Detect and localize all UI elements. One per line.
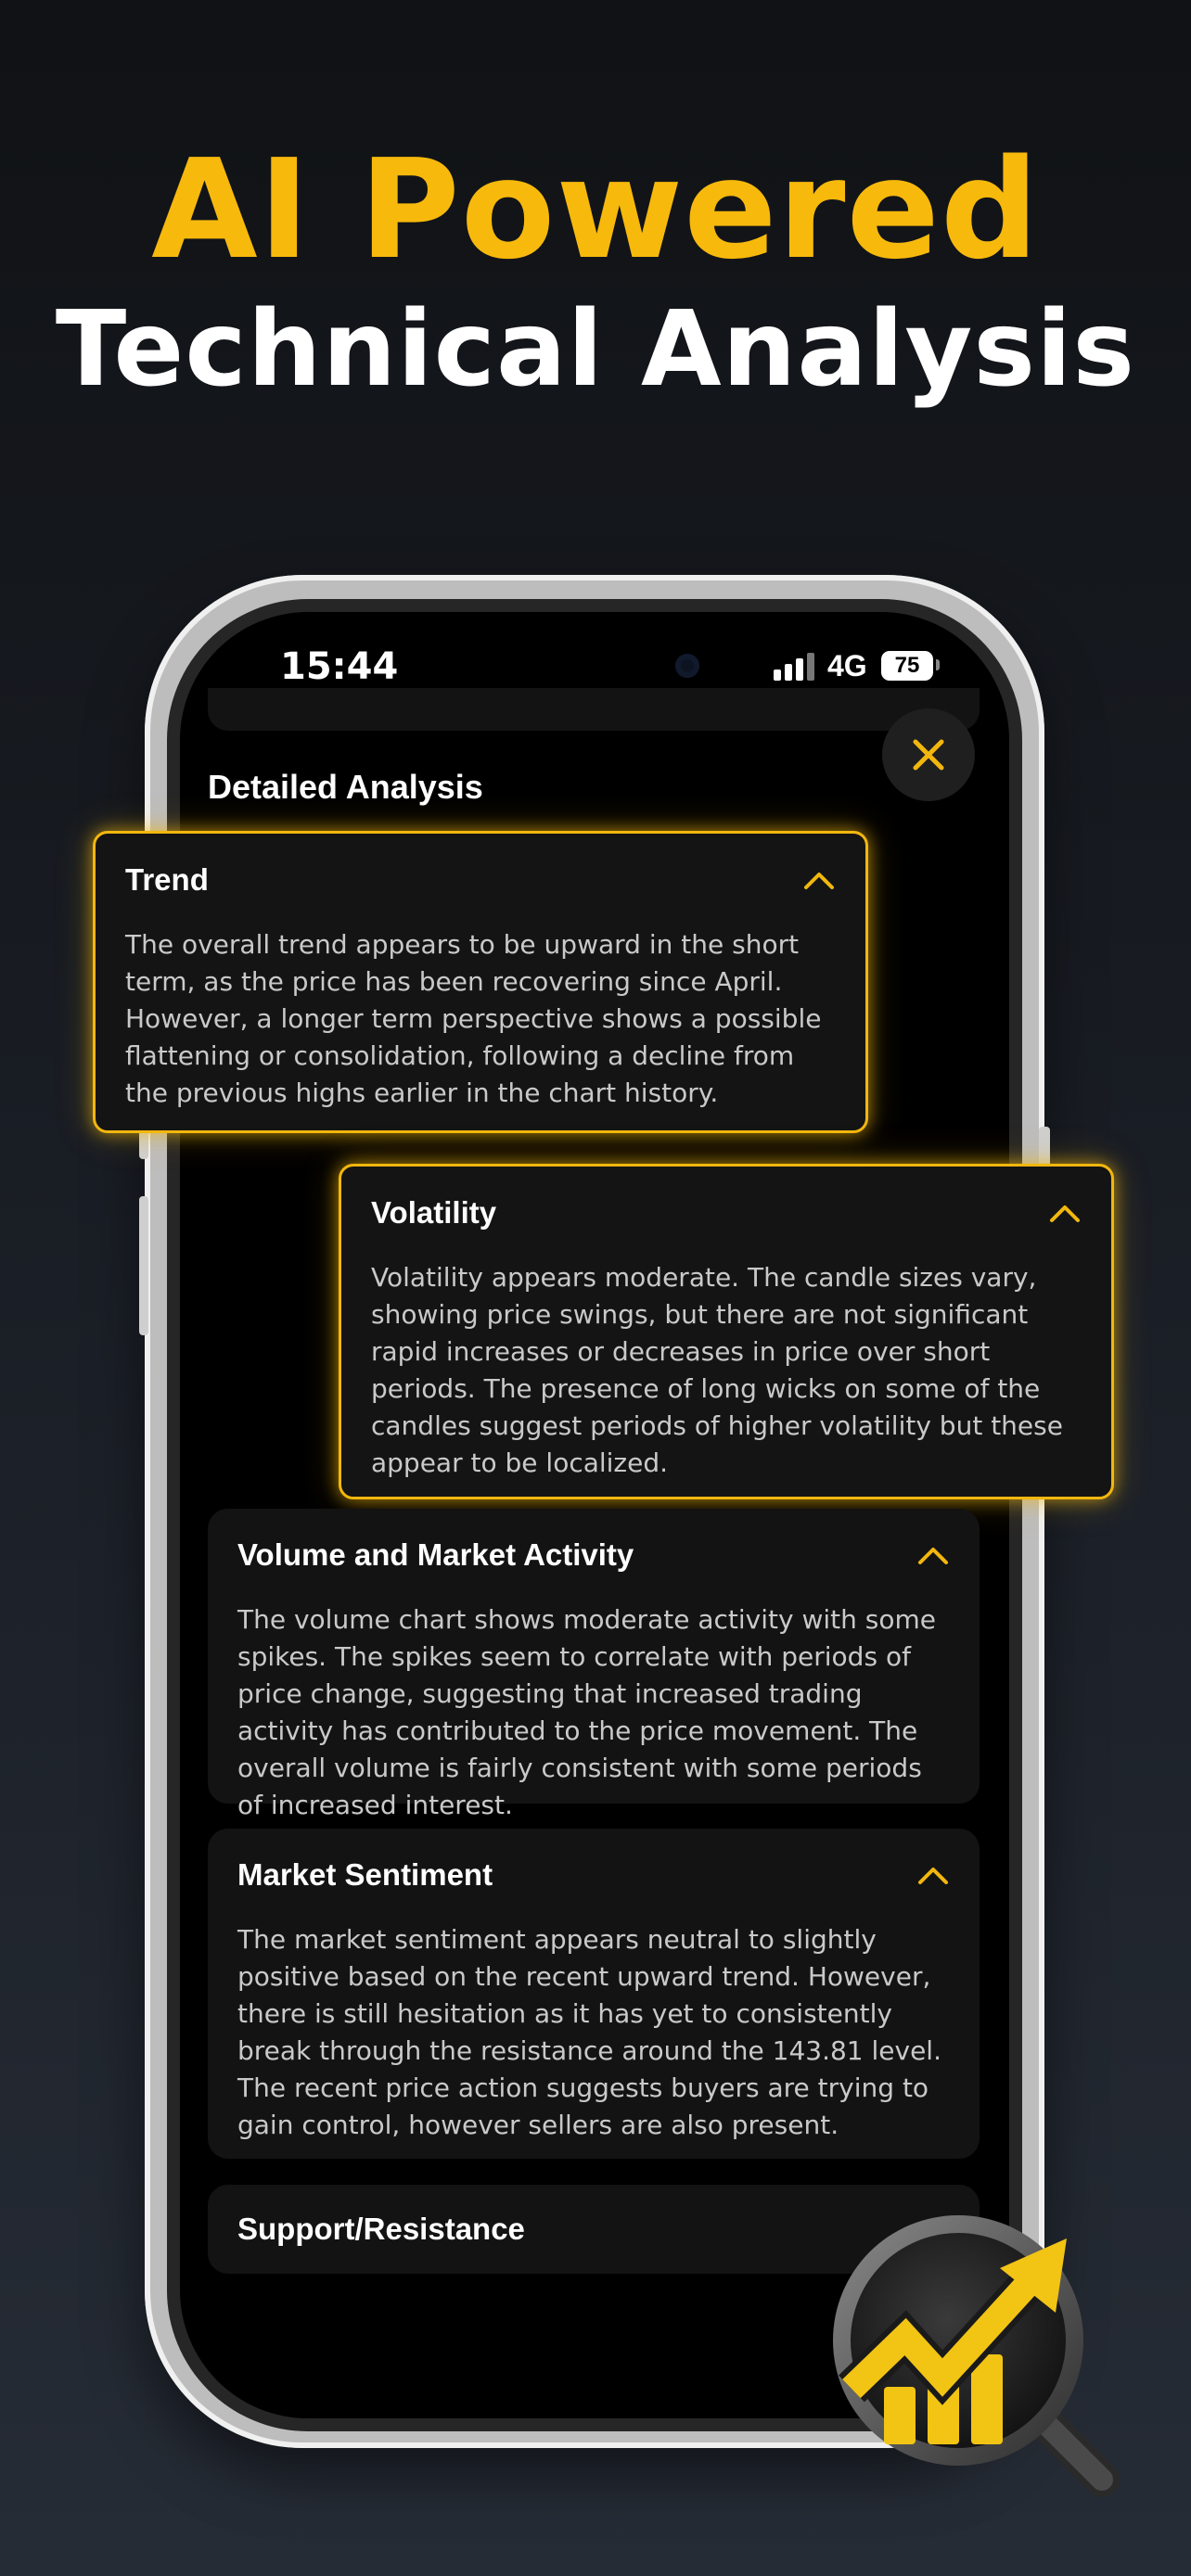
card-title: Market Sentiment <box>237 1857 493 1892</box>
card-header[interactable] <box>237 1537 950 1574</box>
card-title: Volatility <box>371 1195 497 1230</box>
hero-subtitle: Technical Analysis <box>55 289 1136 410</box>
previous-card-edge <box>208 688 980 731</box>
chevron-up-icon[interactable] <box>1048 1202 1082 1224</box>
analysis-card-volume[interactable] <box>208 1509 980 1820</box>
card-title: Support/Resistance <box>237 2212 525 2246</box>
card-title: Trend <box>125 862 209 897</box>
analysis-card-trend[interactable] <box>93 831 868 1133</box>
signal-icon <box>774 653 814 681</box>
card-body: The volume chart shows moderate activity with some spikes. The spikes seem to correlate with periods of price change, suggesting that increased trading activity has contributed to the price movement. The overall volume is fairly consistent with some periods of increased interest. <box>237 1604 936 1820</box>
hero-title: AI Powered <box>151 130 1040 289</box>
battery-level: 75 <box>894 653 920 678</box>
chevron-up-icon[interactable] <box>916 1864 950 1886</box>
analysis-card-volatility[interactable] <box>339 1164 1114 1499</box>
card-header[interactable] <box>237 1856 950 1894</box>
volume-button <box>139 1196 148 1335</box>
card-body: The overall trend appears to be upward in the short term, as the price has been recovering since April. However, a longer term perspective shows a possible flattening or consolidation, following a decline from the previous highs earlier in the chart history. <box>125 929 822 1108</box>
chevron-up-icon[interactable] <box>802 869 836 891</box>
card-header[interactable] <box>371 1194 1082 1231</box>
status-time: 15:44 <box>280 645 399 688</box>
camera-icon <box>675 654 699 678</box>
section-title: Detailed Analysis <box>208 768 483 806</box>
card-body: Volatility appears moderate. The candle sizes vary, showing price swings, but there are not significant rapid increases or decreases in price over short periods. The presence of long wicks on some of the candles suggest periods of higher volatility but these appear to be localized. <box>371 1262 1063 1478</box>
battery-icon <box>881 651 933 681</box>
close-button[interactable] <box>882 708 975 801</box>
card-body: The market sentiment appears neutral to slightly positive based on the recent upward trend. However, there is still hesitation as it has yet to consistently break through the resistance around the 143.81 level. The recent price action suggests buyers are trying to gain control, however sellers are also present. <box>237 1924 941 2140</box>
close-icon <box>910 736 947 773</box>
card-header[interactable] <box>125 861 836 899</box>
analysis-magnifier-icon <box>824 2211 1139 2517</box>
network-label: 4G <box>827 649 867 682</box>
battery-tip <box>936 659 940 670</box>
card-title: Volume and Market Activity <box>237 1537 634 1572</box>
chevron-up-icon[interactable] <box>916 1544 950 1566</box>
analysis-card-sentiment[interactable] <box>208 1829 980 2159</box>
